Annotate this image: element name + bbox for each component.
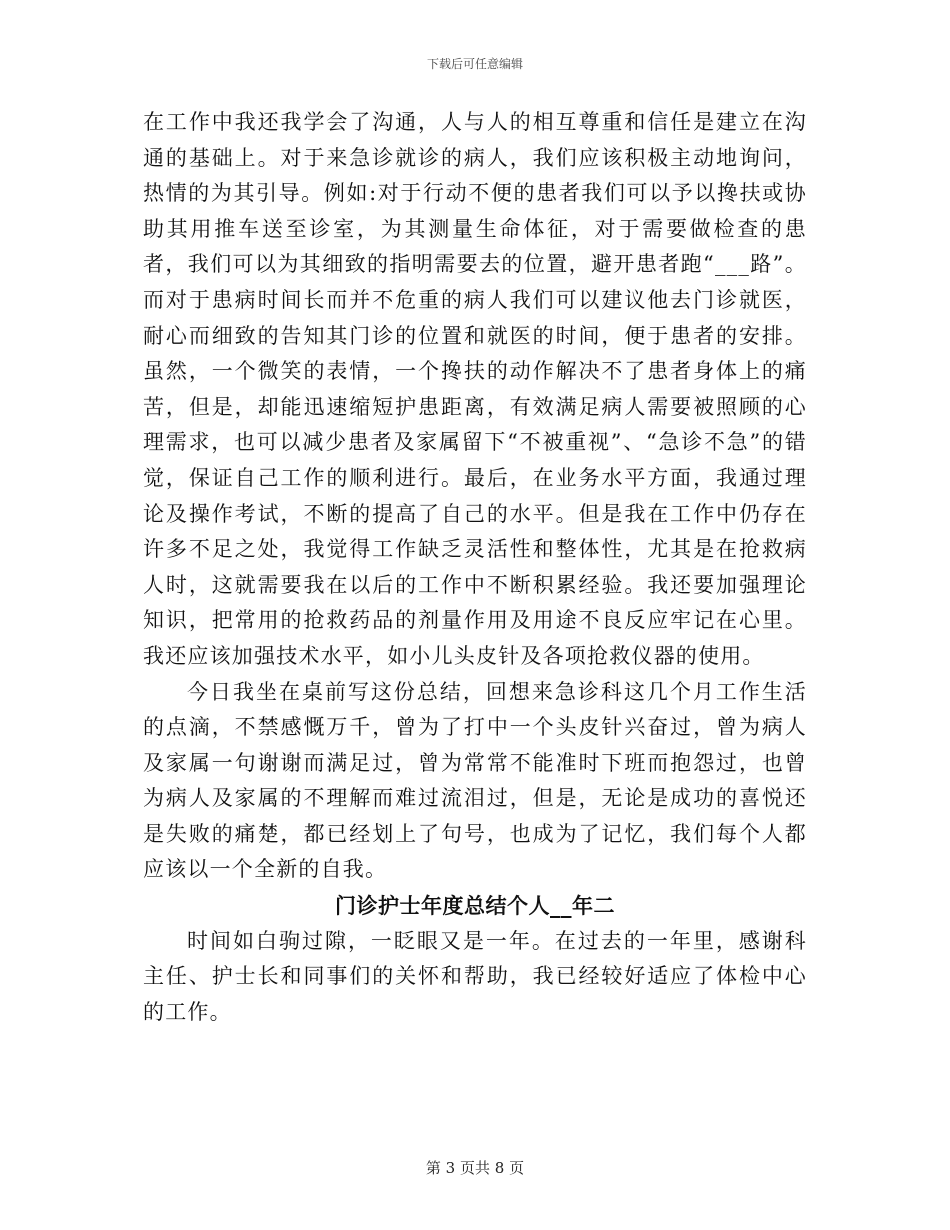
page-footer: 第 3 页共 8 页: [425, 1159, 525, 1177]
page-header: 下载后可任意编辑: [426, 57, 523, 71]
paragraph-communication: 在工作中我还我学会了沟通，人与人的相互尊重和信任是建立在沟通的基础上。对于来急诊就诊的病人，我们应该积极主动地询问，热情的为其引导。例如:对于行动不便的患者我们可以予以搀扶或协助其用推车送至诊室，为其测量生命体征，对于需要做检查的患者，我们可以为其细致的指明需要去的位置，避开患者跑“___路”。而对于患病时间长而并不危重的病人我们可以建议他去门诊就医，耐心而细致的告知其门诊的位置和就医的时间，便于患者的安排。虽然，一个微笑的表情，一个搀扶的动作解决不了患者身体上的痛苦，但是，却能迅速缩短护患距离，有效满足病人需要被照顾的心理需求，也可以减少患者及家属留下“不被重视”、“急诊不急”的错觉，保证自己工作的顺利进行。最后，在业务水平方面，我通过理论及操作考试，不断的提高了自己的水平。但是我在工作中仍存在许多不足之处，我觉得工作缺乏灵活性和整体性，尤其是在抢救病人时，这就需要我在以后的工作中不断积累经验。我还要加强理论知识，把常用的抢救药品的剂量作用及用途不良反应牢记在心里。我还应该加强技术水平，如小儿头皮针及各项抢救仪器的使用。: [143, 110, 807, 668]
paragraph-reflection: 今日我坐在桌前写这份总结，回想来急诊科这几个月工作生活的点滴，不禁感慨万千，曾为了打中一个头皮针兴奋过，曾为病人及家属一句谢谢而满足过，曾为常常不能准时下班而抱怨过，也曾为病人及家属的不理解而难过流泪过，但是，无论是成功的喜悦还是失败的痛楚，都已经划上了句号，也成为了记忆，我们每个人都应该以一个全新的自我。: [143, 679, 807, 882]
paragraph-section-intro: 时间如白驹过隙，一眨眼又是一年。在过去的一年里，感谢科主任、护士长和同事们的关怀和帮助，我已经较好适应了体检中心的工作。: [143, 928, 807, 1024]
section-heading: 门诊护士年度总结个人__年二: [335, 893, 615, 919]
document-body: [143, 105, 807, 1030]
